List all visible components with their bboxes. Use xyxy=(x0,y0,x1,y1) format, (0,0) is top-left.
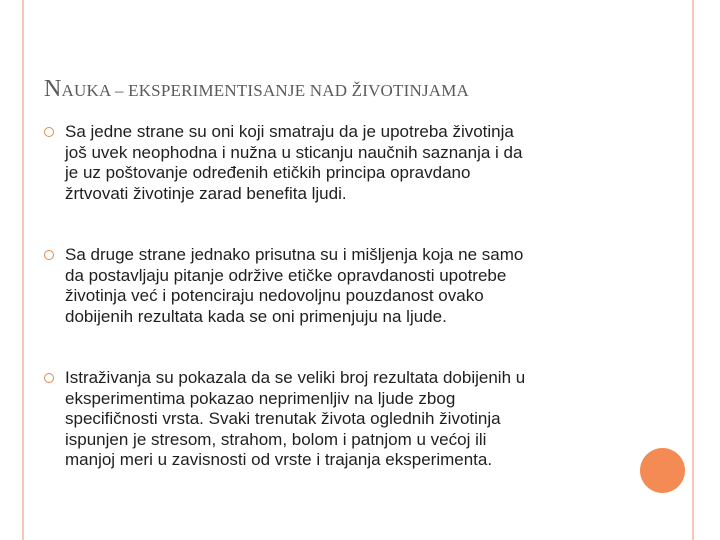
bullet-item xyxy=(44,245,624,327)
bullet-line: žrtvovati životinje zarad benefita ljudi. xyxy=(65,183,347,203)
bullet-text xyxy=(65,368,624,471)
bullet-line: Sa druge strane jednako prisutna su i mišljenja koja ne samo xyxy=(65,245,524,264)
circle-bullet-icon xyxy=(44,127,54,137)
bullet-item xyxy=(44,122,624,204)
bullet-line: još uvek neophodna i nužna u sticanju naučnih saznanja i da xyxy=(65,142,523,162)
bullet-line: Istraživanja su pokazala da se veliki broj rezultata dobijenih u xyxy=(65,368,526,387)
slide-title-lead: N xyxy=(44,76,62,102)
bullet-line: Sa jedne strane su oni koji smatraju da je upotreba životinja xyxy=(65,122,514,141)
bullet-line: ispunjen je stresom, strahom, bolom i patnjom u većoj ili xyxy=(65,429,487,449)
bullet-line: je uz poštovanje određenih etičkih principa opravdano xyxy=(65,163,471,182)
bullet-list xyxy=(44,122,624,512)
bullet-line: eksperimentima pokazao neprimenljiv na ljude zbog xyxy=(65,388,456,408)
slide-title-rest: AUKA – EKSPERIMENTISANJE NAD ŽIVOTINJAMA xyxy=(61,81,470,100)
circle-bullet-icon xyxy=(44,373,54,383)
bullet-text xyxy=(65,245,624,327)
circle-bullet-icon xyxy=(44,250,54,260)
bullet-line: životinja već i potenciraju nedovoljnu pouzdanost ovako xyxy=(65,286,484,305)
slide-title xyxy=(44,76,469,103)
bullet-line: dobijenih rezultata kada se oni primenjuju na ljude. xyxy=(65,306,447,326)
bullet-line: da postavljaju pitanje održive etičke opravdanosti upotrebe xyxy=(65,265,507,285)
bullet-line: specifičnosti vrsta. Svaki trenutak života oglednih životinja xyxy=(65,409,501,428)
bullet-item xyxy=(44,368,624,471)
bullet-text xyxy=(65,122,624,204)
bullet-line: manjoj meri u zavisnosti od vrste i trajanja eksperimenta. xyxy=(65,450,493,469)
decorative-orange-circle xyxy=(640,448,685,493)
